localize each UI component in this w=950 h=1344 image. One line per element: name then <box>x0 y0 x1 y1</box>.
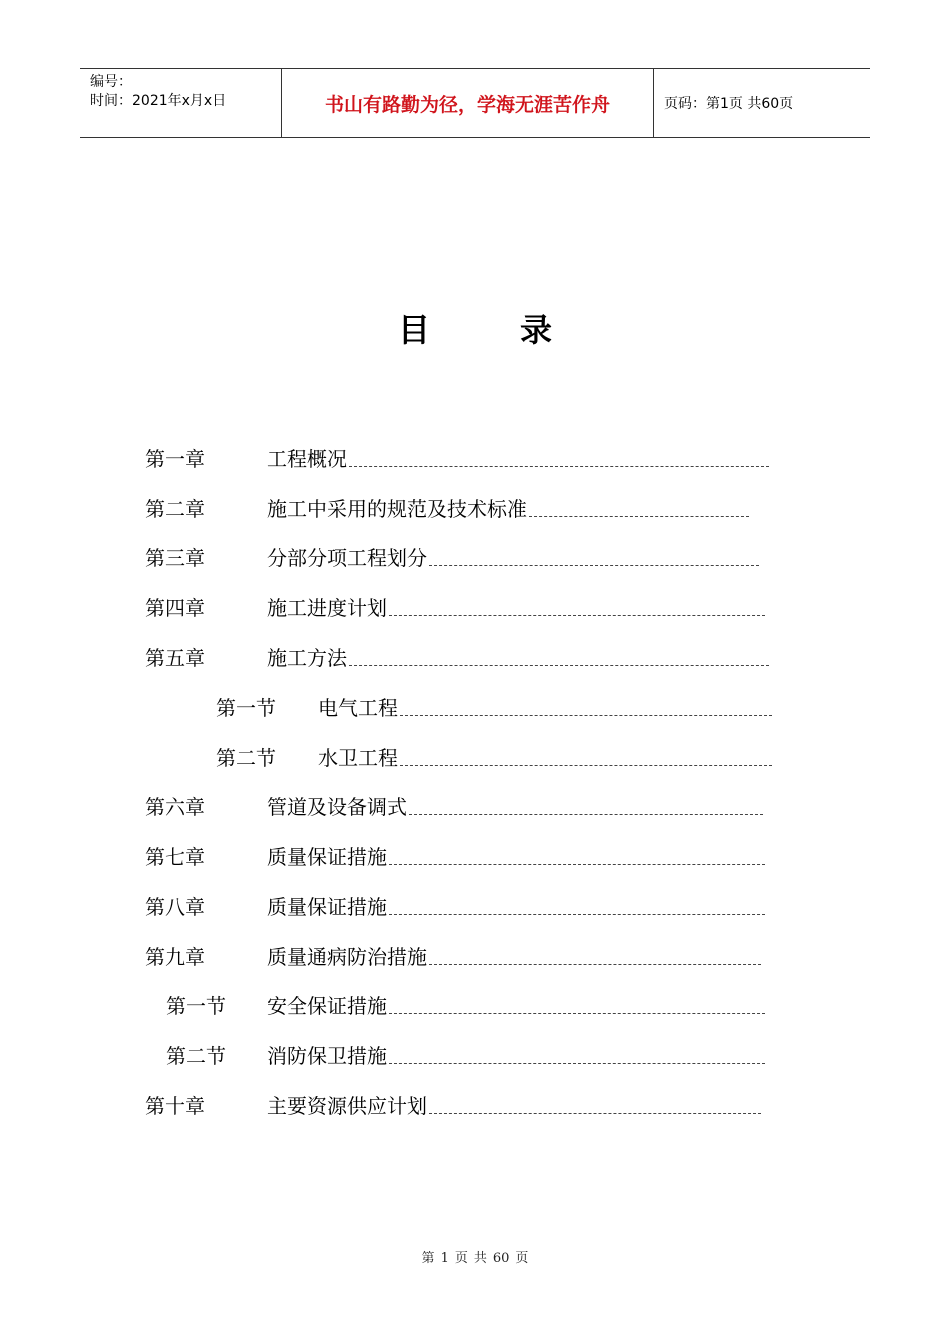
toc-entry-number: 第二节 <box>216 746 276 770</box>
toc-entry[interactable] <box>145 788 407 820</box>
toc-leader <box>429 963 761 965</box>
toc-leader <box>400 714 772 716</box>
toc-leader <box>529 515 749 517</box>
toc-entry-title: 安全保证措施 <box>267 994 387 1018</box>
toc-entry-number: 第一节 <box>166 994 226 1018</box>
toc-entry-title: 质量保证措施 <box>267 895 387 919</box>
document-header <box>80 68 870 138</box>
toc-entry-number: 第八章 <box>145 895 205 919</box>
toc-entry-title: 质量保证措施 <box>267 845 387 869</box>
toc-entry-number: 第六章 <box>145 795 205 819</box>
toc-entry[interactable] <box>145 888 387 920</box>
toc-entry-title: 主要资源供应计划 <box>267 1094 427 1118</box>
title-char-2: 录 <box>520 311 553 349</box>
footer-ye2: 页 <box>515 1251 529 1266</box>
toc-entry[interactable] <box>145 440 347 472</box>
serial-label: 编号： <box>90 74 132 90</box>
toc-entry[interactable] <box>216 739 398 771</box>
time-label: 时间：2021年x月x日 <box>90 93 227 109</box>
header-page-info: 页码：第1页 共60页 <box>664 96 794 112</box>
toc-entry[interactable] <box>166 1037 387 1069</box>
title-char-1: 目 <box>397 311 430 349</box>
footer-ye: 页 <box>454 1251 468 1266</box>
toc-entry-number: 第一章 <box>145 447 205 471</box>
toc-entry-number: 第三章 <box>145 546 205 570</box>
toc-entry-number: 第四章 <box>145 596 205 620</box>
toc-entry-title: 施工进度计划 <box>267 596 387 620</box>
toc-leader <box>429 1112 761 1114</box>
toc-leader <box>389 1012 765 1014</box>
toc-leader <box>389 913 765 915</box>
toc-leader <box>389 614 765 616</box>
toc-leader <box>400 764 772 766</box>
toc-entry[interactable] <box>216 689 398 721</box>
footer-page-number: 1 <box>440 1251 449 1266</box>
page-footer <box>0 1247 950 1266</box>
toc-entry[interactable] <box>145 589 387 621</box>
toc-entry-title: 消防保卫措施 <box>267 1044 387 1068</box>
toc-entry-title: 电气工程 <box>318 696 398 720</box>
toc-entry-title: 施工方法 <box>267 646 347 670</box>
toc-entry-title: 管道及设备调式 <box>267 795 407 819</box>
page-title <box>0 305 950 351</box>
toc-entry-number: 第七章 <box>145 845 205 869</box>
toc-entry[interactable] <box>145 838 387 870</box>
toc-leader <box>389 1062 765 1064</box>
toc-entry[interactable] <box>145 539 427 571</box>
toc-entry-number: 第二章 <box>145 497 205 521</box>
toc-entry-title: 施工中采用的规范及技术标准 <box>267 497 527 521</box>
header-motto: 书山有路勤为径，学海无涯苦作舟 <box>282 69 654 137</box>
footer-di: 第 <box>421 1251 435 1266</box>
toc-entry-number: 第二节 <box>166 1044 226 1068</box>
toc-leader <box>389 863 765 865</box>
toc-entry[interactable] <box>145 490 527 522</box>
toc-leader <box>349 465 769 467</box>
toc-entry[interactable] <box>145 1087 427 1119</box>
toc-leader <box>409 813 763 815</box>
toc-leader <box>349 664 769 666</box>
toc-entry[interactable] <box>145 639 347 671</box>
header-meta <box>80 69 282 137</box>
footer-total-pages: 60 <box>492 1251 510 1266</box>
toc-entry[interactable] <box>166 987 387 1019</box>
toc-entry-title: 质量通病防治措施 <box>267 945 427 969</box>
toc-entry-number: 第九章 <box>145 945 205 969</box>
toc-entry-title: 分部分项工程划分 <box>267 546 427 570</box>
toc-entry[interactable] <box>145 938 427 970</box>
toc-entry-title: 水卫工程 <box>318 746 398 770</box>
footer-gong: 共 <box>473 1251 487 1266</box>
toc-entry-number: 第一节 <box>216 696 276 720</box>
toc-leader <box>429 564 759 566</box>
toc-entry-number: 第十章 <box>145 1094 205 1118</box>
toc-entry-number: 第五章 <box>145 646 205 670</box>
toc-entry-title: 工程概况 <box>267 447 347 471</box>
